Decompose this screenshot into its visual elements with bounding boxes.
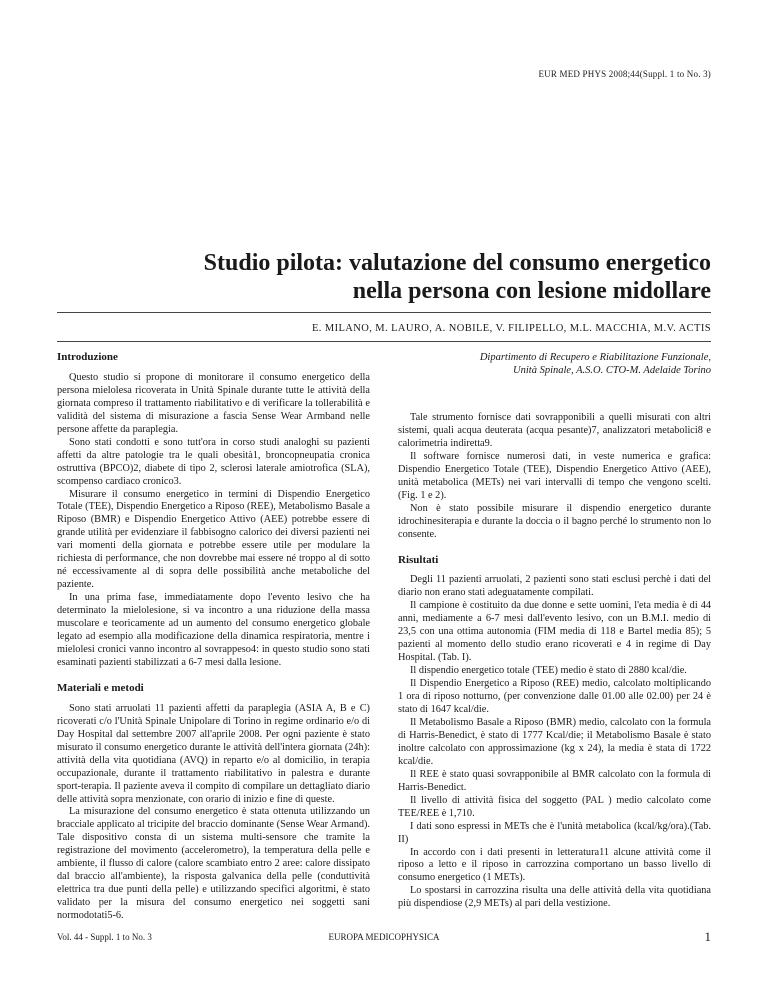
results-paragraph-3: Il dispendio energetico totale (TEE) medio è stato di 2880 kcal/die. bbox=[410, 665, 687, 677]
instrument-paragraph-2: Il software fornisce numerosi dati, in veste numerica e grafica: Dispendio Energetico Totale (TEE), Dispendio Energetico Attivo (AEE), unità metabolica (METs) nei vari intervalli di tempo che vengono scelti. (Fig. 1 e 2). bbox=[398, 450, 711, 501]
instrument-paragraph-3: Non è stato possibile misurare il dispendio energetico durante idrochinesiterapia e durante la doccia o il bagno perché lo strumento non lo consente. bbox=[398, 502, 711, 540]
instrument-paragraph-1: Tale strumento fornisce dati sovrapponibili a quelli misurati con altri sistemi, quali acqua deuterata (acqua pesante)7, analizzatori metabolici8 e calorimetria indiretta9. bbox=[398, 412, 711, 449]
article-title bbox=[71, 249, 711, 305]
results-paragraph-2: Il campione è costituito da due donne e sette uomini, l'eta media è di 44 anni, mediamente a 6-7 mesi dall'evento lesivo, con un B.M.I. medio di 23,5 con una ottima autonomia (FIM media di 118 e Bartel media 85); 5 pazienti al momento dello studio erano ricoverati e 4 in regime di Day Hospital. (Tab. I). bbox=[398, 600, 711, 664]
running-head: EUR MED PHYS 2008;44(Suppl. 1 to No. 3) bbox=[538, 69, 711, 79]
results-paragraph-8: I dati sono espressi in METs che è l'unità metabolica (kcal/kg/ora).(Tab. II) bbox=[398, 820, 711, 845]
title-rule bbox=[57, 312, 711, 313]
results-paragraph-1: Degli 11 pazienti arruolati, 2 pazienti sono stati esclusi perchè i dati del diario non erano stati adeguatamente compilati. bbox=[398, 574, 711, 599]
left-column bbox=[57, 351, 370, 923]
affiliation-line-2: Unità Spinale, A.S.O. CTO-M. Adelaide Torino bbox=[513, 365, 711, 376]
authors: E. MILANO, M. LAURO, A. NOBILE, V. FILIPELLO, M.L. MACCHIA, M.V. ACTIS bbox=[311, 323, 711, 334]
results-paragraph-5: Il Metabolismo Basale a Riposo (BMR) medio, calcolato con la formula di Harris-Benedict, è stato di 1777 Kcal/die; il Metabolismo Basale è stato inoltre calcolato con approssimazione (kg x 24), la media è stata di 1722 kcal/die. bbox=[398, 716, 711, 767]
methods-heading: Materiali e metodi bbox=[57, 681, 144, 694]
results-paragraph-9: In accordo con i dati presenti in letteratura11 alcune attività come il riposo a letto e il riposo in carrozzina comportano un basso livello di consumo energetico (1 METs). bbox=[398, 846, 711, 884]
affiliation-line-1: Dipartimento di Recupero e Riabilitazione Funzionale, bbox=[479, 352, 711, 363]
methods-paragraph-1: Sono stati arruolati 11 pazienti affetti da paraplegia (ASIA A, B e C) ricoverati c/o l'Unità Spinale Unipolare di Torino in regime ordinario e/o di Day Hospital dal settembre 2007 all'aprile 2008. Per ogni paziente è stato misurato il consumo energetico durante le attività dell'intera giornata (24h): attività della vita quotidiana (AVQ) in reparto e/o al domicilio, in terapia occupazionale, durante il trattamento riabilitativo in palestra e durante sport-terapia. Il paziente aveva il compito di compilare un dettagliato diario delle attività sopra menzionate, con orario di inizio e fine di queste. bbox=[57, 702, 370, 805]
results-heading: Risultati bbox=[398, 553, 439, 566]
methods-paragraph-2: La misurazione del consumo energetico è stata ottenuta utilizzando un bracciale applicato al tricipite del braccio dominante (Sense Wear Armand). Tale dispositivo consta di un sistema multi-sensore che tramite la registrazione del movimento (accelerometro), la temperatura della pelle e ambiente, il flusso di calore (calore scambiato entro 2 aree: calore dissipato dal braccio all'ambiente), la risposta galvanica della pelle (conduttività elettrica tra due punti della pelle) e utilizzando specifici algoritmi, è stato validato per la misura del consumo energetico nei soggetti sani normodotati5-6. bbox=[57, 806, 370, 922]
intro-paragraph-3: Misurare il consumo energetico in termini di Dispendio Energetico Totale (TEE), Dispendio Energetico a Riposo (REE), Metabolismo Basale a Riposo (BMR) e Dispendio Energetico Attivo (AEE) potrebbe essere di grande utilità per evidenziare il fabbisogno calorico dei diversi pazienti nei vari momenti della giornata e potrebbe essere utile per modulare la richiesta di performance, che non dovrebbe mai essere né troppo al di sotto né eccessivamente al di sopra delle possibilità anche metaboliche del paziente. bbox=[57, 488, 370, 591]
intro-heading: Introduzione bbox=[57, 351, 118, 363]
intro-paragraph-4: In una prima fase, immediatamente dopo l'evento lesivo che ha determinato la mielolesione, si va incontro a una riduzione della massa muscolare e teoricamente ad un aumento del consumo energetico globale legato ad esempio alla modificazione della dinamica respiratoria, mentre i mielolesi cronici vanno incontro al sovrappeso4: in questo studio sono stati esaminati pazienti stabilizzati a 6-7 mesi dalla lesione. bbox=[57, 592, 370, 668]
results-paragraph-6: Il REE è stato quasi sovrapponibile al BMR calcolato con la formula di Harris-Benedict. bbox=[398, 768, 711, 793]
right-column bbox=[398, 351, 711, 911]
results-paragraph-10: Lo spostarsi in carrozzina risulta una delle attività della vita quotidiana più dispendiose (2,9 METs) al pari della vestizione. bbox=[398, 885, 711, 910]
title-line-2: nella persona con lesione midollare bbox=[352, 278, 711, 304]
footer-volume: Vol. 44 - Suppl. 1 to No. 3 bbox=[57, 932, 152, 942]
footer-journal: EUROPA MEDICOPHYSICA bbox=[328, 932, 440, 942]
intro-paragraph-1: Questo studio si propone di monitorare il consumo energetico della persona mielolesa ricoverata in Unità Spinale durante tutte le attività della giornata compreso il trattamento riabilitativo e di verificare la tollerabilità e validità del sistema di misurazione a fascia Sense Wear Armband nelle persone affette da paraplegia. bbox=[57, 371, 370, 435]
title-line-1: Studio pilota: valutazione del consumo energetico bbox=[203, 250, 711, 276]
results-paragraph-7: Il livello di attività fisica del soggetto (PAL ) medio calcolato come TEE/REE è 1,710. bbox=[398, 794, 711, 819]
results-paragraph-4: Il Dispendio Energetico a Riposo (REE) medio, calcolato moltiplicando 1 ora di riposo notturno, (per convenzione dalle 01.00 alle 02.00) per 24 è stato di 1647 kcal/die. bbox=[398, 678, 711, 716]
intro-paragraph-2: Sono stati condotti e sono tutt'ora in corso studi analoghi su pazienti affetti da altre patologie tra le quali obesità1, broncopneupatia cronica ostruttiva (BPCO)2, diabete di tipo 2, sclerosi laterale amiotrofica (SLA), scompenso cardiaco cronico3. bbox=[57, 436, 370, 487]
page-number: 1 bbox=[704, 929, 711, 944]
authors-rule bbox=[57, 341, 711, 342]
